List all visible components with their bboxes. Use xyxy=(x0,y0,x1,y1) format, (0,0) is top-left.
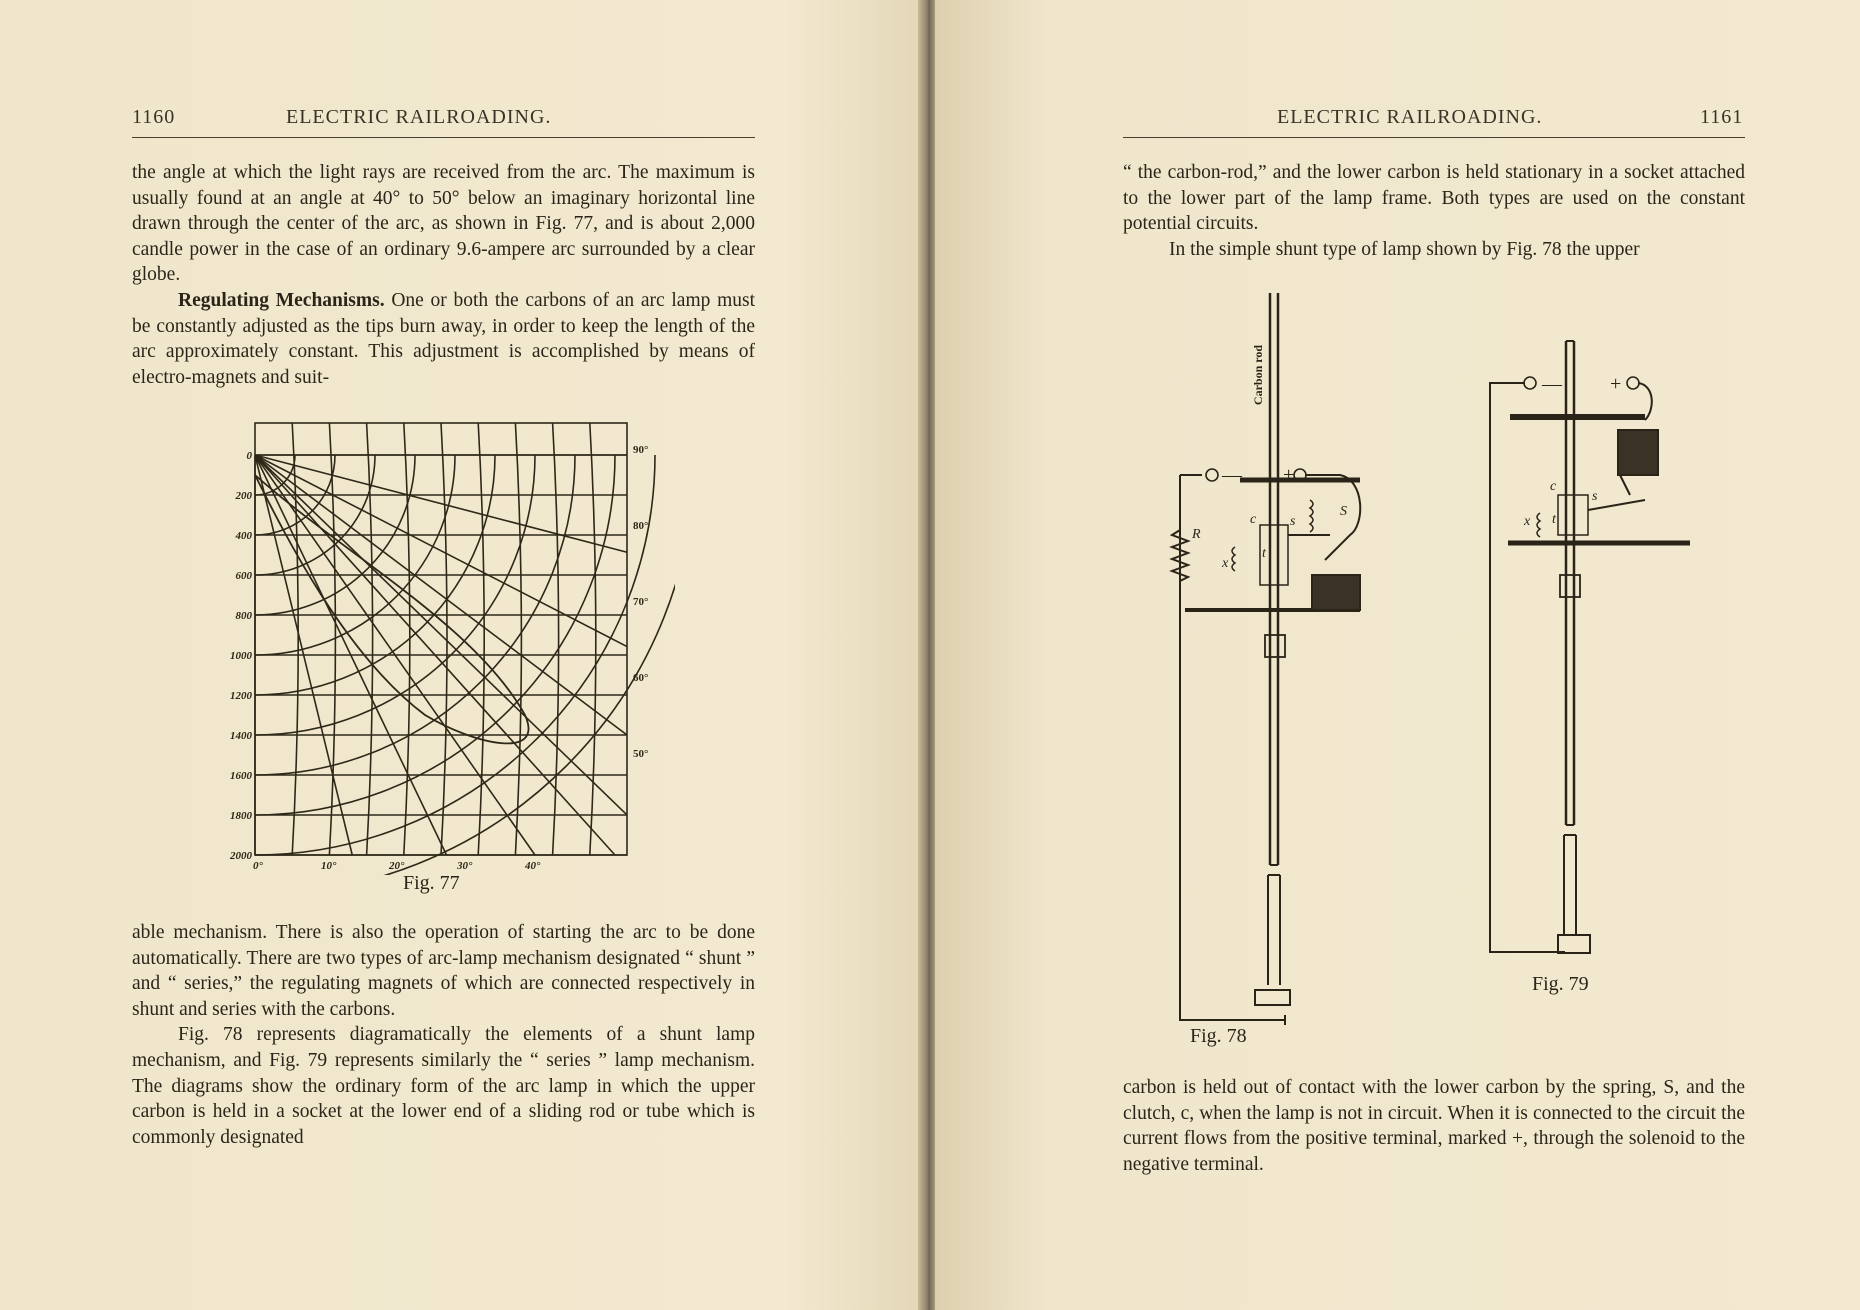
page-number: 1160 xyxy=(132,106,176,128)
section-heading: Regulating Mechanisms. xyxy=(178,289,385,311)
text-column-bottom xyxy=(1123,1075,1745,1177)
plus-sign: + xyxy=(1610,373,1622,395)
paragraph xyxy=(132,288,755,390)
x-tick-label: 10° xyxy=(321,860,337,872)
text-column-bottom xyxy=(132,920,755,1150)
radial-line xyxy=(255,455,627,735)
label-x: x xyxy=(1222,556,1229,571)
positive-terminal xyxy=(1627,377,1639,389)
diagram-frame xyxy=(255,423,627,855)
lower-socket xyxy=(1558,935,1590,953)
label-c: c xyxy=(1550,479,1557,494)
horizontal-grid xyxy=(255,455,627,855)
label-R: R xyxy=(1192,527,1201,542)
radial-line xyxy=(255,455,627,647)
paragraph-text: One or both the carbons of an arc lamp must be constantly adjusted as the tips burn away, in order to keep the length of the arc approximately constant. This adjustment is accomplished by means of electro-magnets and suit- xyxy=(132,289,755,388)
x-axis-labels xyxy=(253,860,541,872)
header-rule xyxy=(132,137,755,138)
minus-sign: — xyxy=(1222,464,1242,486)
paragraph: In the simple shunt type of lamp shown by Fig. 78 the upper xyxy=(1169,238,1640,260)
text-column-top xyxy=(1123,160,1745,262)
label-x: x xyxy=(1524,514,1531,529)
rod-clamp xyxy=(1560,575,1580,597)
y-tick-label: 0 xyxy=(246,450,252,462)
paragraph: the angle at which the light rays are received from the arc. The maximum is usually found at an angle at 40° to 50° below an imaginary horizontal line drawn through the center of the arc, as shown in Fig. 77, and is about 2,000 candle power in the case of an ordinary 9.6-ampere arc surrounded by a clear globe. xyxy=(132,162,755,286)
angle-label: 50° xyxy=(633,748,649,760)
minus-sign: — xyxy=(1542,373,1562,395)
text-column-top xyxy=(132,160,755,390)
paragraph: Fig. 78 represents diagramatically the elements of a shunt lamp mechanism, and Fig. 79 represents similarly the “ series ” lamp mechanism. The diagrams show the ordinary form of the arc lamp in which the upper carbon is held in a socket at the lower end of a sliding rod or tube which is commonly designated xyxy=(132,1024,755,1148)
x-tick-label: 40° xyxy=(525,860,541,872)
left-page xyxy=(0,0,925,1310)
figure-caption: Fig. 78 xyxy=(1190,1025,1247,1047)
running-head: ELECTRIC RAILROADING. xyxy=(286,106,552,128)
label-S: S xyxy=(1340,504,1347,519)
plus-sign: + xyxy=(1283,464,1295,486)
right-page xyxy=(935,0,1860,1310)
x-tick-label: 0° xyxy=(253,860,263,872)
y-tick-label: 800 xyxy=(235,610,252,622)
x-tick-label: 20° xyxy=(389,860,405,872)
vertical-grid xyxy=(292,423,596,855)
grid-line xyxy=(367,423,373,855)
lower-socket xyxy=(1255,990,1290,1005)
spring-x xyxy=(1232,547,1235,571)
y-axis-labels xyxy=(229,450,253,862)
angle-labels xyxy=(633,444,648,760)
carbon-rod-label: Carbon rod xyxy=(1251,344,1265,406)
y-tick-label: 1400 xyxy=(230,730,252,742)
rod-clamp xyxy=(1265,635,1285,657)
circuit-wire-left xyxy=(1490,383,1565,952)
x-tick-label: 30° xyxy=(457,860,473,872)
y-tick-label: 400 xyxy=(235,530,252,542)
figure-caption: Fig. 79 xyxy=(1532,973,1589,995)
angle-label: 80° xyxy=(633,520,649,532)
arc-line xyxy=(255,455,535,735)
arc-line xyxy=(255,455,675,875)
label-c: c xyxy=(1250,512,1257,527)
angle-label: 70° xyxy=(633,596,649,608)
paragraph: carbon is held out of contact with the lower carbon by the spring, S, and the clutch, c, when the lamp is not in circuit. When it is connected to the circuit the current flows from the positive terminal, marked +, through the solenoid to the negative terminal. xyxy=(1123,1077,1745,1175)
y-tick-label: 1800 xyxy=(230,810,252,822)
grid-line xyxy=(478,423,484,855)
header-rule xyxy=(1123,137,1745,138)
paragraph: “ the carbon-rod,” and the lower carbon is held stationary in a socket attached to the lower part of the lamp frame. Both types are used on the constant potential circuits. xyxy=(1123,162,1745,235)
angle-label: 60° xyxy=(633,672,649,684)
grid-line xyxy=(590,423,596,855)
label-t: t xyxy=(1262,546,1266,561)
label-s: s xyxy=(1290,514,1296,529)
arc-line xyxy=(255,455,615,815)
y-tick-label: 200 xyxy=(235,490,252,502)
figure-77-candle-power-diagram xyxy=(225,415,675,875)
candle-power-arcs xyxy=(255,455,675,875)
figure-79-series-lamp-diagram xyxy=(1480,335,1720,985)
label-s: s xyxy=(1592,489,1598,504)
negative-terminal xyxy=(1524,377,1536,389)
solenoid xyxy=(1312,575,1360,610)
paragraph: able mechanism. There is also the operation of starting the arc to be done automatically. There are two types of arc-lamp mechanism designated “ shunt ” and “ series,” the regulating magnets of which are connected respectively in shunt and series with the carbons. xyxy=(132,922,755,1020)
y-tick-label: 600 xyxy=(235,570,252,582)
figure-78-shunt-lamp-diagram xyxy=(1150,285,1410,1025)
y-tick-label: 1200 xyxy=(230,690,252,702)
y-tick-label: 1600 xyxy=(230,770,252,782)
page-number: 1161 xyxy=(1700,106,1744,128)
y-tick-label: 2000 xyxy=(230,850,252,862)
spring-x xyxy=(1537,513,1540,537)
label-t: t xyxy=(1552,512,1556,527)
figure-caption: Fig. 77 xyxy=(403,872,460,894)
y-tick-label: 1000 xyxy=(230,650,252,662)
resistance-coil xyxy=(1172,530,1188,581)
solenoid xyxy=(1618,430,1658,475)
running-head: ELECTRIC RAILROADING. xyxy=(1277,106,1543,128)
spring-S xyxy=(1310,500,1313,532)
negative-terminal xyxy=(1206,469,1218,481)
angle-label: 90° xyxy=(633,444,649,456)
circuit-wire-right xyxy=(1305,475,1360,560)
